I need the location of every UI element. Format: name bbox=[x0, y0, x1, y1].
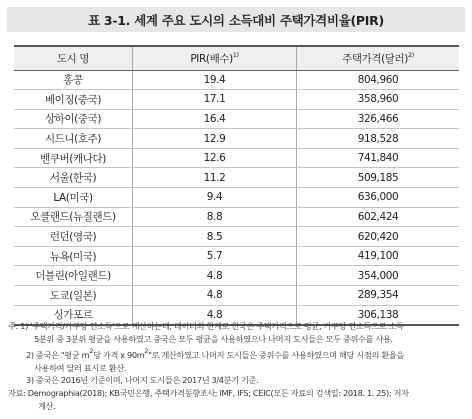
cell-city: 베이징(중국) bbox=[14, 90, 133, 110]
note-3: 3) 중국은 2016년 기준이며, 나머지 도시들은 2017년 3/4분기 기준. bbox=[26, 375, 259, 386]
cell-pir: 17.1 bbox=[133, 90, 297, 110]
cell-city: 더블린(아일랜드) bbox=[14, 266, 133, 286]
cell-city: 뉴욕(미국) bbox=[14, 246, 133, 266]
table-row bbox=[14, 109, 459, 129]
source-note-continued: 계산. bbox=[38, 400, 56, 411]
table-header-row bbox=[14, 46, 459, 70]
cell-city: 싱가포르 bbox=[14, 305, 133, 325]
cell-pir: 5.7 bbox=[133, 246, 297, 266]
table-row bbox=[14, 207, 459, 227]
cell-price: 804,960 bbox=[297, 70, 460, 90]
cell-pir: 8.8 bbox=[133, 207, 297, 227]
cell-price: 354,000 bbox=[297, 266, 460, 286]
cell-pir: 19.4 bbox=[133, 70, 297, 90]
cell-price: 289,354 bbox=[297, 286, 460, 306]
cell-city: 오클랜드(뉴질랜드) bbox=[14, 207, 133, 227]
note-2-continued: 사용하여 달러 표시로 환산. bbox=[34, 362, 127, 373]
cell-city: 밴쿠버(캐나다) bbox=[14, 148, 133, 168]
cell-price: 741,840 bbox=[297, 148, 460, 168]
header-city: 도시 명 bbox=[14, 46, 133, 70]
cell-price: 636,000 bbox=[297, 188, 460, 208]
cell-pir: 4.8 bbox=[133, 266, 297, 286]
header-price-footnote: 2) bbox=[407, 50, 414, 59]
table-row bbox=[14, 148, 459, 168]
table-row bbox=[14, 246, 459, 266]
cell-price: 358,960 bbox=[297, 90, 460, 110]
table-row bbox=[14, 286, 459, 306]
table-row bbox=[14, 188, 459, 208]
cell-pir: 16.4 bbox=[133, 109, 297, 129]
cell-pir: 9.4 bbox=[133, 188, 297, 208]
table-row bbox=[14, 70, 459, 90]
source-note: 자료: Demographia(2018); KB국민은행, 주택가격동향조사; IMF, IFS; CEIC(모든 자료의 검색일: 2018. 1. 25); 저자 bbox=[8, 387, 409, 398]
table-row bbox=[14, 266, 459, 286]
cell-city: 상하이(중국) bbox=[14, 109, 133, 129]
cell-price: 509,185 bbox=[297, 168, 460, 188]
cell-pir: 11.2 bbox=[133, 168, 297, 188]
header-pir: PIR(배수)$^{1)}$ bbox=[133, 46, 297, 70]
table-row bbox=[14, 168, 459, 188]
cell-city: LA(미국) bbox=[14, 188, 133, 208]
cell-pir: 4.8 bbox=[133, 305, 297, 325]
note-2: 2) 중국은 "평균 $m^2$당 가격 x $90m^2$"로 계산하였고 나머지 도시들은 중위수를 사용하였으며 해당 시점의 환율을 bbox=[26, 347, 404, 361]
table-row bbox=[14, 129, 459, 149]
cell-price: 918,528 bbox=[297, 129, 460, 149]
cell-city: 서울(한국) bbox=[14, 168, 133, 188]
cell-price: 620,420 bbox=[297, 227, 460, 247]
table-title-text: 표 3-1. 세계 주요 도시의 소득대비 주택가격비율(PIR) bbox=[88, 12, 384, 28]
cell-city: 시드니(호주) bbox=[14, 129, 133, 149]
cell-price: 326,466 bbox=[297, 109, 460, 129]
cell-city: 런던(영국) bbox=[14, 227, 133, 247]
cell-pir: 4.8 bbox=[133, 286, 297, 306]
cell-pir: 12.6 bbox=[133, 148, 297, 168]
table-title bbox=[7, 7, 465, 32]
header-pir-footnote: 1) bbox=[232, 50, 239, 59]
cell-pir: 12.9 bbox=[133, 129, 297, 149]
cell-city: 도쿄(일본) bbox=[14, 286, 133, 306]
table-row bbox=[14, 90, 459, 110]
cell-pir: 8.5 bbox=[133, 227, 297, 247]
note-1: 주: 1) '주택가격/가구당 연소득'으로 계산하는데, 데이터의 한계로 한국은 주택가격으로 평균, 가구당 연소득으로 소득 bbox=[8, 321, 404, 331]
note-1-continued: 5분위 중 3분위 평균을 사용하였고 중국은 모두 평균을 사용하였으나 나머지 도시들은 모두 중위수를 사용. bbox=[34, 333, 393, 344]
cell-price: 419,100 bbox=[297, 246, 460, 266]
header-price: 주택가격(달러)$^{2)}$ bbox=[297, 46, 460, 70]
cell-price: 306,138 bbox=[297, 305, 460, 325]
table-notes bbox=[8, 320, 466, 412]
pir-table bbox=[14, 45, 459, 326]
cell-price: 602,424 bbox=[297, 207, 460, 227]
cell-city: 홍콩 bbox=[14, 70, 133, 90]
table-row bbox=[14, 227, 459, 247]
